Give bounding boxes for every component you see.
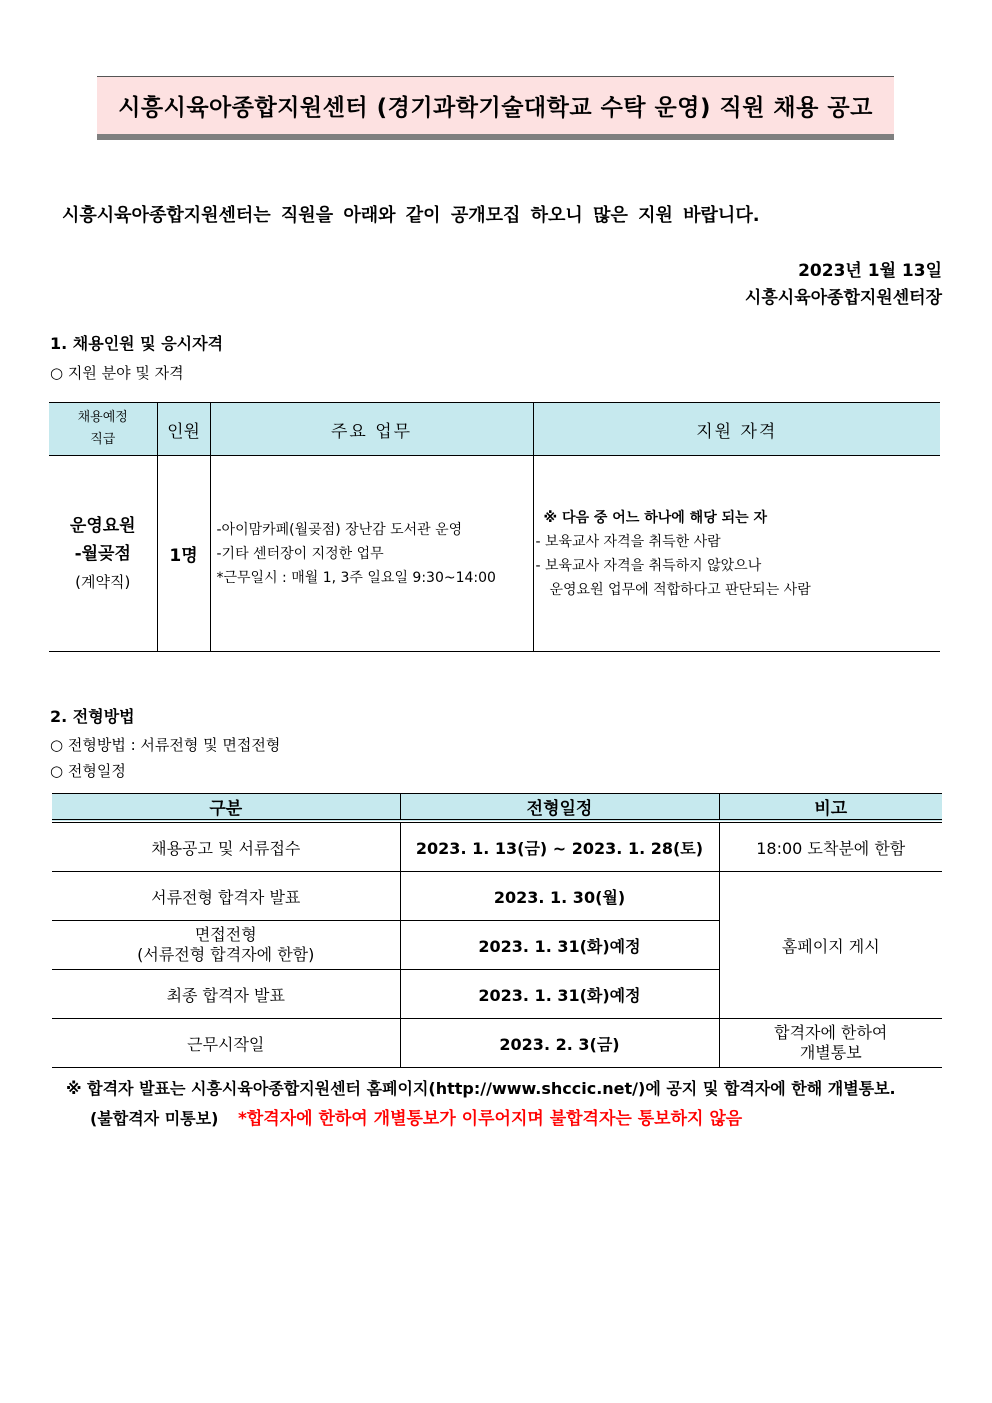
schedule-row <box>52 872 942 921</box>
schedule-category <box>52 921 400 970</box>
qual-item: - 보육교사 자격을 취득하지 않았으나 <box>535 557 762 574</box>
cell-position <box>49 456 157 652</box>
schedule-remarks <box>719 1019 942 1068</box>
recruitment-header-row <box>49 403 940 456</box>
section1-sub: ○ 지원 분야 및 자격 <box>50 364 184 382</box>
schedule-date: 2023. 1. 31(화)예정 <box>400 970 719 1019</box>
schedule-date: 2023. 1. 31(화)예정 <box>400 921 719 970</box>
note-line2 <box>90 1104 742 1129</box>
page-title <box>97 76 894 140</box>
note-red-text: *합격자에 한하여 개별통보가 이루어지며 불합격자는 통보하지 않음 <box>237 1109 743 1129</box>
qual-header: ※ 다음 중 어느 하나에 해당 되는 자 <box>543 509 768 526</box>
announcement-date: 2023년 1월 13일 <box>798 261 942 281</box>
cell-count: 1명 <box>157 456 210 652</box>
note-line1: ※ 합격자 발표는 시흥시육아종합지원센터 홈페이지(http://www.shccic.net/)에 공지 및 합격자에 한해 개별통보. <box>66 1079 896 1098</box>
qual-item: 운영요원 업무에 적합하다고 판단되는 사람 <box>549 581 811 598</box>
schedule-date: 2023. 2. 3(금) <box>400 1019 719 1068</box>
header-position-line1: 채용예정 <box>77 410 128 425</box>
schedule-category: 최종 합격자 발표 <box>52 970 400 1019</box>
schedule-category: 채용공고 및 서류접수 <box>52 821 400 872</box>
schedule-remarks-line2: 개별통보 <box>799 1043 862 1062</box>
header-remarks: 비고 <box>719 794 942 822</box>
header-position-line2: 직급 <box>90 432 116 447</box>
header-count: 인원 <box>157 403 210 456</box>
schedule-remarks: 18:00 도착분에 한함 <box>719 821 942 872</box>
recruitment-table <box>49 402 940 652</box>
page-title-text: 시흥시육아종합지원센터 (경기과학기술대학교 수탁 운영) 직원 채용 공고 <box>118 95 873 121</box>
schedule-header-row <box>52 794 942 822</box>
signer: 시흥시육아종합지원센터장 <box>744 288 942 308</box>
qual-item: - 보육교사 자격을 취득한 사람 <box>535 533 721 550</box>
section1-heading: 1. 채용인원 및 응시자격 <box>50 334 224 353</box>
schedule-category-line1: 면접전형 <box>194 925 257 944</box>
schedule-category: 근무시작일 <box>52 1019 400 1068</box>
position-line3: (계약직) <box>75 572 131 591</box>
cell-duties <box>210 456 533 652</box>
section2-sub1: ○ 전형방법 : 서류전형 및 면접전형 <box>50 736 281 754</box>
schedule-date: 2023. 1. 13(금) ~ 2023. 1. 28(토) <box>400 821 719 872</box>
header-position <box>49 403 157 456</box>
position-line1: 운영요원 <box>69 515 136 536</box>
duty-item: -기타 센터장이 지정한 업무 <box>216 545 384 562</box>
header-qualifications: 지원 자격 <box>533 403 940 456</box>
section2-sub2: ○ 전형일정 <box>50 762 126 780</box>
recruitment-row <box>49 456 940 652</box>
position-line2: -월곶점 <box>74 543 131 564</box>
header-schedule: 전형일정 <box>400 794 719 822</box>
schedule-remarks-merged: 홈페이지 게시 <box>719 872 942 1019</box>
schedule-date: 2023. 1. 30(월) <box>400 872 719 921</box>
section2-heading: 2. 전형방법 <box>50 707 135 726</box>
schedule-category: 서류전형 합격자 발표 <box>52 872 400 921</box>
header-duties: 주요 업무 <box>210 403 533 456</box>
schedule-row <box>52 1019 942 1068</box>
schedule-category-line2: (서류전형 합격자에 한함) <box>137 945 315 964</box>
schedule-table <box>52 793 942 1068</box>
duty-item: -아이맘카페(월곶점) 장난감 도서관 운영 <box>216 521 463 538</box>
schedule-row <box>52 821 942 872</box>
cell-qualifications <box>533 456 940 652</box>
note-line2-text: (불합격자 미통보) <box>90 1109 219 1128</box>
duty-item: *근무일시 : 매월 1, 3주 일요일 9:30~14:00 <box>216 569 496 586</box>
intro-text: 시흥시육아종합지원센터는 직원을 아래와 같이 공개모집 하오니 많은 지원 바랍니다. <box>62 205 760 226</box>
schedule-remarks-line1: 합격자에 한하여 <box>774 1023 888 1042</box>
header-category: 구분 <box>52 794 400 822</box>
